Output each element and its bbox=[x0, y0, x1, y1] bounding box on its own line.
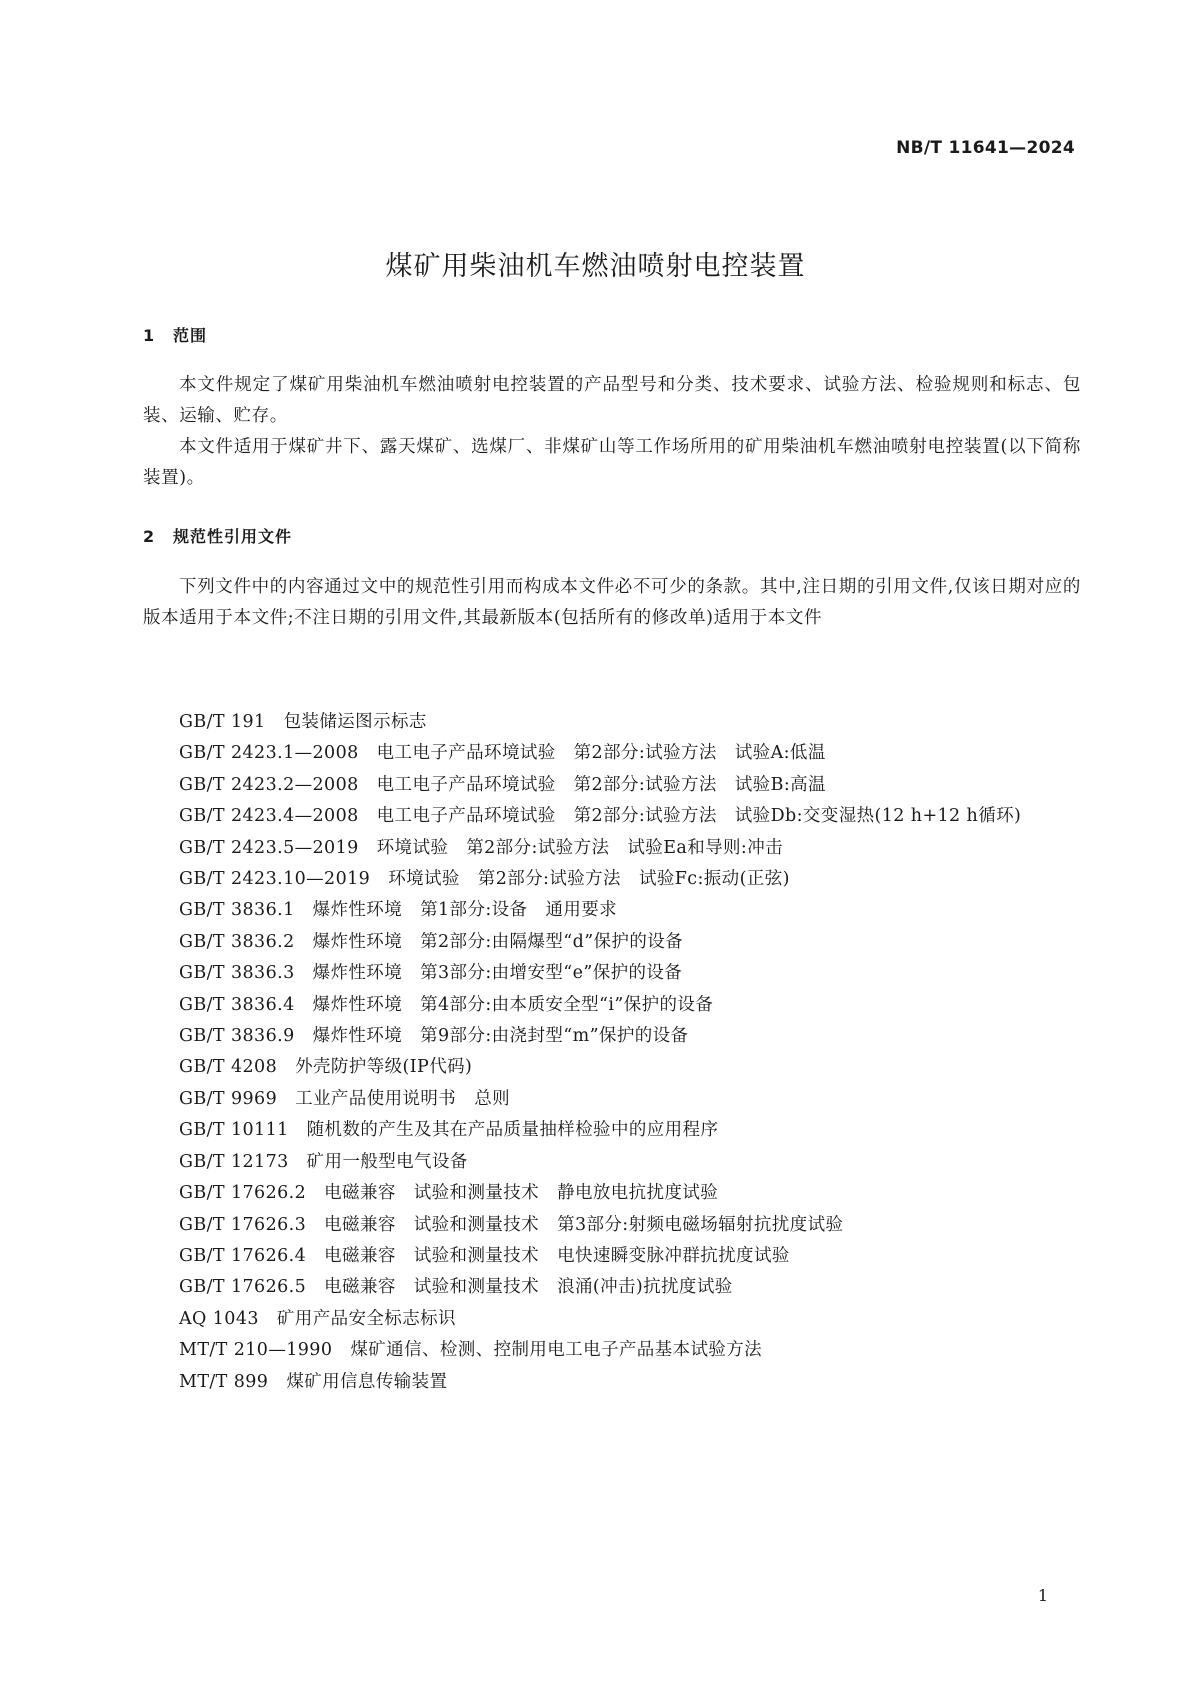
reference-item bbox=[143, 927, 1081, 958]
reference-title-part: 电磁兼容 bbox=[324, 1214, 396, 1235]
reference-item bbox=[143, 1115, 1081, 1146]
reference-code: GB/T 191 bbox=[179, 712, 266, 732]
reference-title-part: 第2部分:试验方法 bbox=[466, 837, 610, 858]
reference-title-part: 试验Db:交变湿热(12 h+12 h循环) bbox=[734, 806, 1022, 827]
reference-title-part: 环境试验 bbox=[388, 869, 460, 890]
reference-item bbox=[143, 1052, 1081, 1083]
section-number: 1 bbox=[143, 326, 156, 345]
page-number: 1 bbox=[1037, 1586, 1048, 1605]
reference-code: GB/T 3836.2 bbox=[179, 931, 295, 952]
reference-title-part: 煤矿通信、检测、控制用电工电子产品基本试验方法 bbox=[350, 1340, 763, 1361]
section-title: 规范性引用文件 bbox=[173, 527, 293, 546]
reference-title-part: 电快速瞬变脉冲群抗扰度试验 bbox=[557, 1245, 790, 1266]
reference-title-part: 第1部分:设备 bbox=[420, 900, 528, 921]
reference-code: GB/T 12173 bbox=[179, 1151, 289, 1172]
scope-paragraph-2: 本文件适用于煤矿井下、露天煤矿、选煤厂、非煤矿山等工作场所用的矿用柴油机车燃油喷射电控装置(以下简称装置)。 bbox=[143, 437, 1081, 488]
reference-code: GB/T 3836.4 bbox=[179, 994, 295, 1015]
reference-item bbox=[143, 958, 1081, 989]
reference-code: GB/T 4208 bbox=[179, 1057, 278, 1078]
reference-item bbox=[143, 833, 1081, 864]
reference-list bbox=[143, 707, 1081, 1398]
reference-code: AQ 1043 bbox=[179, 1308, 259, 1329]
reference-title-part: 外壳防护等级(IP代码) bbox=[295, 1057, 473, 1078]
reference-title-part: 试验和测量技术 bbox=[413, 1214, 540, 1235]
reference-item bbox=[143, 1304, 1081, 1335]
scope-paragraph-1: 本文件规定了煤矿用柴油机车燃油喷射电控装置的产品型号和分类、技术要求、试验方法、检验规则和标志、包装、运输、贮存。 bbox=[143, 375, 1081, 426]
reference-code: GB/T 2423.1—2008 bbox=[179, 743, 359, 764]
reference-title-part: 爆炸性环境 bbox=[312, 1026, 403, 1047]
reference-title-part: 试验A:低温 bbox=[734, 743, 826, 764]
reference-code: GB/T 17626.2 bbox=[179, 1183, 307, 1204]
reference-title-part: 随机数的产生及其在产品质量抽样检验中的应用程序 bbox=[306, 1120, 719, 1141]
reference-item bbox=[143, 1021, 1081, 1052]
reference-title-part: 煤矿用信息传输装置 bbox=[286, 1371, 448, 1392]
reference-item bbox=[143, 1084, 1081, 1115]
reference-title-part: 试验Ea和导则:冲击 bbox=[627, 837, 783, 858]
reference-code: GB/T 2423.2—2008 bbox=[179, 774, 359, 795]
reference-title-part: 试验B:高温 bbox=[734, 774, 826, 795]
reference-title-part: 第2部分:试验方法 bbox=[573, 774, 717, 795]
reference-item bbox=[143, 707, 1081, 738]
reference-code: GB/T 9969 bbox=[179, 1088, 278, 1109]
reference-item bbox=[143, 1272, 1081, 1303]
reference-title-part: 电磁兼容 bbox=[324, 1245, 396, 1266]
section-heading-scope bbox=[143, 323, 207, 346]
reference-title-part: 爆炸性环境 bbox=[312, 900, 403, 921]
reference-title-part: 矿用产品安全标志标识 bbox=[276, 1308, 456, 1329]
reference-title-part: 总则 bbox=[474, 1088, 511, 1109]
section-title: 范围 bbox=[173, 326, 208, 345]
reference-item bbox=[143, 1241, 1081, 1272]
reference-code: GB/T 17626.5 bbox=[179, 1277, 307, 1298]
references-intro-paragraph: 下列文件中的内容通过文中的规范性引用而构成本文件必不可少的条款。其中,注日期的引用文件,仅该日期对应的版本适用于本文件;不注日期的引用文件,其最新版本(包括所有的修改单)适用于本文件 bbox=[143, 577, 1081, 628]
reference-code: GB/T 3836.3 bbox=[179, 963, 295, 984]
reference-title-part: 第2部分:试验方法 bbox=[573, 743, 717, 764]
reference-title-part: 第4部分:由本质安全型“i”保护的设备 bbox=[420, 994, 714, 1015]
reference-title-part: 电工电子产品环境试验 bbox=[376, 774, 556, 795]
reference-title-part: 工业产品使用说明书 bbox=[295, 1088, 457, 1109]
reference-item bbox=[143, 990, 1081, 1021]
reference-title-part: 爆炸性环境 bbox=[312, 994, 403, 1015]
reference-item bbox=[143, 738, 1081, 769]
reference-code: GB/T 2423.4—2008 bbox=[179, 806, 359, 827]
reference-title-part: 电工电子产品环境试验 bbox=[376, 806, 556, 827]
document-title: 煤矿用柴油机车燃油喷射电控装置 bbox=[385, 251, 806, 282]
section-heading-normative-references bbox=[143, 524, 292, 547]
reference-item bbox=[143, 1178, 1081, 1209]
reference-title-part: 通用要求 bbox=[545, 900, 618, 921]
reference-code: GB/T 3836.1 bbox=[179, 900, 295, 921]
reference-title-part: 爆炸性环境 bbox=[312, 963, 403, 984]
reference-title-part: 电工电子产品环境试验 bbox=[376, 743, 556, 764]
reference-title-part: 环境试验 bbox=[376, 837, 449, 858]
reference-title-part: 浪涌(冲击)抗扰度试验 bbox=[557, 1277, 733, 1298]
reference-title-part: 第2部分:试验方法 bbox=[477, 869, 621, 890]
reference-title-part: 试验Fc:振动(正弦) bbox=[638, 869, 790, 890]
reference-item bbox=[143, 1335, 1081, 1366]
reference-title-part: 试验和测量技术 bbox=[413, 1277, 540, 1298]
section-number: 2 bbox=[143, 527, 156, 546]
reference-title-part: 电磁兼容 bbox=[324, 1277, 396, 1298]
reference-item bbox=[143, 1367, 1081, 1398]
reference-title-part: 试验和测量技术 bbox=[413, 1183, 540, 1204]
reference-title-part: 第3部分:由增安型“e”保护的设备 bbox=[420, 963, 683, 984]
reference-item bbox=[143, 1210, 1081, 1241]
reference-title-part: 第3部分:射频电磁场辐射抗扰度试验 bbox=[557, 1214, 844, 1235]
reference-item bbox=[143, 864, 1081, 895]
reference-code: GB/T 3836.9 bbox=[179, 1026, 295, 1047]
reference-title-part: 爆炸性环境 bbox=[312, 931, 403, 952]
reference-title-part: 包装储运图示标志 bbox=[283, 712, 427, 732]
reference-title-part: 静电放电抗扰度试验 bbox=[557, 1183, 719, 1204]
reference-item bbox=[143, 895, 1081, 926]
reference-code: MT/T 210—1990 bbox=[179, 1340, 333, 1361]
reference-code: GB/T 2423.10—2019 bbox=[179, 869, 371, 890]
reference-code: GB/T 17626.3 bbox=[179, 1214, 307, 1235]
reference-code: MT/T 899 bbox=[179, 1371, 269, 1392]
reference-title-part: 电磁兼容 bbox=[324, 1183, 396, 1204]
reference-code: GB/T 10111 bbox=[179, 1120, 289, 1141]
reference-code: GB/T 2423.5—2019 bbox=[179, 837, 359, 858]
reference-title-part: 矿用一般型电气设备 bbox=[306, 1151, 468, 1172]
reference-title-part: 第9部分:由浇封型“m”保护的设备 bbox=[420, 1026, 689, 1047]
reference-item bbox=[143, 801, 1081, 832]
reference-title-part: 第2部分:由隔爆型“d”保护的设备 bbox=[420, 931, 684, 952]
reference-title-part: 第2部分:试验方法 bbox=[573, 806, 717, 827]
reference-code: GB/T 17626.4 bbox=[179, 1245, 307, 1266]
reference-item bbox=[143, 1147, 1081, 1178]
reference-item bbox=[143, 770, 1081, 801]
standard-number: NB/T 11641—2024 bbox=[896, 138, 1075, 158]
reference-title-part: 试验和测量技术 bbox=[413, 1245, 540, 1266]
